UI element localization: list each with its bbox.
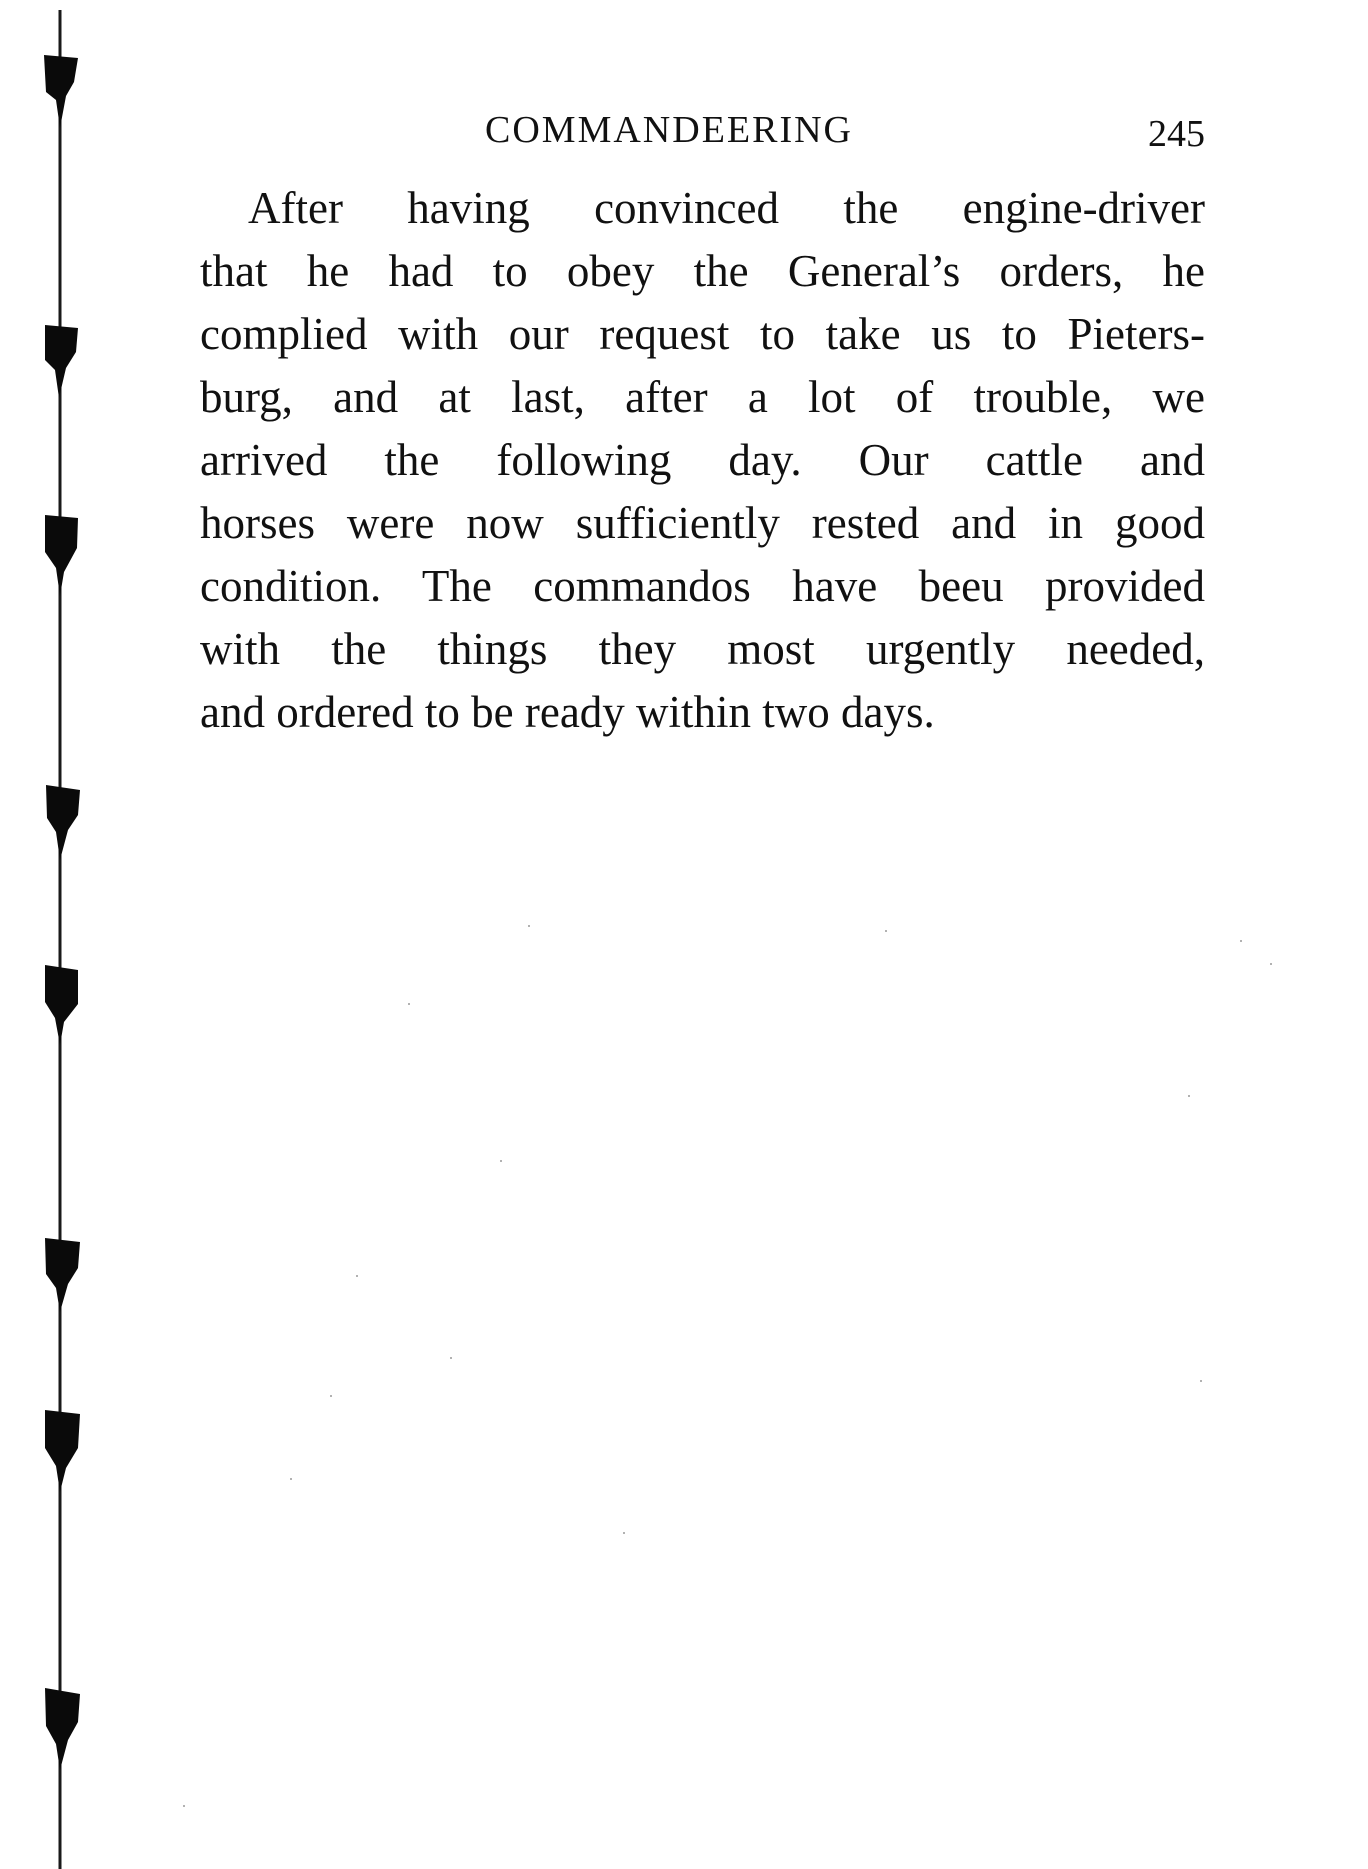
text-line: burg, and at last, after a lot of trouble, we: [200, 372, 1205, 422]
paper-speck: [290, 1478, 292, 1480]
paper-speck: [623, 1532, 625, 1534]
text-line: with the things they most urgently needed,: [200, 624, 1205, 674]
paper-speck: [1188, 1095, 1190, 1097]
paper-speck: [450, 1357, 452, 1359]
text-line: After having convinced the engine-driver: [248, 183, 1205, 233]
paper-speck: [500, 1160, 502, 1162]
page-number: 245: [1148, 113, 1205, 155]
paper-speck: [1270, 963, 1272, 965]
text-line: that he had to obey the General’s orders, he: [200, 246, 1205, 296]
paper-speck: [330, 1395, 332, 1397]
paper-speck: [885, 930, 887, 932]
binding-edge-marks: [0, 0, 110, 1869]
paper-speck: [408, 1003, 410, 1005]
paper-speck: [1200, 1380, 1202, 1382]
text-line: horses were now sufficiently rested and in good: [200, 498, 1205, 548]
body-paragraph: [200, 177, 1205, 744]
text-line: condition. The commandos have beeu provided: [200, 561, 1205, 611]
text-line: arrived the following day. Our cattle and: [200, 435, 1205, 485]
text-line: complied with our request to take us to Pieters-: [200, 309, 1205, 359]
paper-speck: [356, 1275, 358, 1277]
paper-speck: [1240, 940, 1242, 942]
paper-speck: [528, 925, 530, 927]
running-header: [200, 100, 1205, 160]
text-line: and ordered to be ready within two days.: [200, 687, 935, 737]
paper-speck: [183, 1805, 185, 1807]
running-title: COMMANDEERING: [485, 109, 853, 151]
